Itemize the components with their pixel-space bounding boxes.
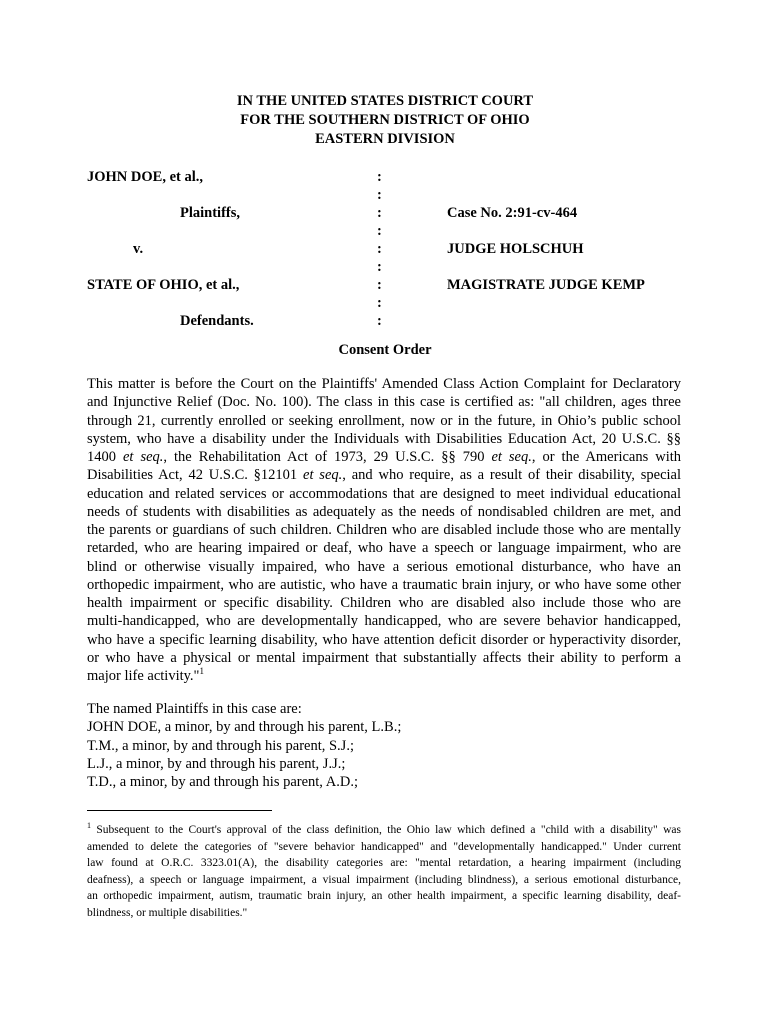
body-line: who have a specific learning disability, who have attention deficit disorder or hyperactivity disorder,: [87, 631, 681, 648]
body-line: [87, 667, 681, 685]
plaintiffs-label: Plaintiffs,: [180, 205, 241, 221]
body-line: and Injunctive Relief (Doc. No. 100). The class in this case is certified as: "all children, ages three: [87, 394, 681, 411]
body-line: orthopedic impairment, who are autistic, who have a traumatic brain injury, or who have some other: [87, 576, 681, 593]
caption-colon: :: [377, 259, 382, 275]
body-line: health impairment or specific disability. Children who are disabled also include those who are: [87, 595, 681, 611]
body-line: This matter is before the Court on the Plaintiffs' Amended Class Action Complaint for Declaratory: [87, 376, 681, 392]
footnote-line: an orthopedic impairment, autism, traumatic brain injury, an other health impairment, a specific learning disability, deaf-: [87, 890, 681, 902]
caption-colon: :: [377, 205, 382, 221]
body-line: education and related services or accommodations that are designed to meet individual educational: [87, 485, 681, 502]
body-line: or who have a physical or mental impairment that substantially affects their ability to perform a: [87, 649, 681, 666]
body-text: , the Rehabilitation Act of 1973, 29 U.S.C. §§ 790: [163, 449, 485, 465]
footnote: [87, 822, 681, 921]
footnote-line: deafness), a speech or language impairment, a visual impairment (including blindness), a serious emotional disturbance,: [87, 873, 681, 886]
named-plaintiffs-intro: The named Plaintiffs in this case are:: [87, 701, 302, 717]
plaintiff-party: JOHN DOE, et al.,: [87, 169, 203, 185]
magistrate-judge-name: MAGISTRATE JUDGE KEMP: [447, 277, 645, 293]
body-line: multi-handicapped, who are developmentally handicapped, who are severe behavior handicapped,: [87, 613, 681, 630]
footnote-line: amended to delete the categories of "severe behavior handicapped" and "developmentally handicapped." Under current: [87, 840, 681, 853]
body-line: system, who have a disability under the Individuals with Disabilities Education Act, 20 U.S.C. §§: [87, 430, 681, 447]
judge-name: JUDGE HOLSCHUH: [447, 241, 584, 257]
body-text: Disabilities Act, 42 U.S.C. §12101: [87, 467, 298, 484]
body-line: the parents or guardians of such children. Children who are disabled include those who are mentally: [87, 522, 681, 538]
named-plaintiff-item: L.J., a minor, by and through his parent, J.J.;: [87, 755, 346, 772]
body-line: blind or otherwise visually impaired, who have a serious emotional disturbance, who have an: [87, 558, 681, 575]
named-plaintiffs: [87, 700, 681, 791]
et-seq-italic: et seq.: [123, 449, 164, 465]
versus-label: v.: [133, 241, 144, 257]
caption-colon: :: [377, 223, 382, 239]
body-line: through 21, currently enrolled or seeking enrollment, now or in the future, in Ohio’s public school: [87, 412, 681, 429]
body-text: , or the Americans with: [531, 449, 681, 465]
case-number: Case No. 2:91-cv-464: [447, 205, 578, 221]
named-plaintiff-item: T.D., a minor, by and through his parent, A.D.;: [87, 774, 358, 790]
defendants-label: Defendants.: [180, 313, 254, 329]
footnote-separator: [87, 810, 272, 811]
footnote-line: [87, 822, 681, 839]
named-plaintiff-item: JOHN DOE, a minor, by and through his parent, L.B.;: [87, 719, 402, 736]
body-line: retarded, who are hearing impaired or deaf, who have a speech or language impairment, who are: [87, 540, 681, 557]
footnote-text: Subsequent to the Court's approval of the class definition, the Ohio law which defined a "child with a disability" was: [91, 824, 681, 836]
body-line: [87, 466, 681, 484]
court-district: FOR THE SOUTHERN DISTRICT OF OHIO: [240, 112, 530, 128]
defendant-party: STATE OF OHIO, et al.,: [87, 277, 240, 293]
caption-colon: :: [377, 295, 382, 311]
footnote-line: law found at O.R.C. 3323.01(A), the disability categories are: "mental retardation, a hearing impairment (including: [87, 857, 681, 869]
named-plaintiff-item: T.M., a minor, by and through his parent, S.J.;: [87, 737, 354, 754]
court-name: IN THE UNITED STATES DISTRICT COURT: [236, 93, 534, 109]
body-paragraph: [87, 375, 681, 685]
body-text: major life activity.": [87, 668, 200, 684]
body-line: [87, 448, 681, 466]
caption-colon: :: [377, 169, 382, 185]
et-seq-italic: et seq.: [303, 467, 343, 484]
caption-colon: :: [377, 187, 382, 203]
body-text: , and who require, as a result of their disability, special: [342, 467, 681, 484]
body-text: 1400: [87, 449, 116, 465]
footnote-line: blindness, or multiple disabilities.": [87, 906, 248, 919]
case-caption: [0, 0, 770, 360]
body-line: needs of students with disabilities as adequately as the needs of nondisabled children are met, and: [87, 503, 681, 520]
court-division: EASTERN DIVISION: [315, 131, 455, 147]
caption-colon: :: [377, 277, 382, 293]
order-title: Consent Order: [338, 342, 432, 358]
footnote-reference[interactable]: 1: [199, 667, 204, 677]
et-seq-italic: et seq.: [491, 449, 532, 465]
caption-colon: :: [377, 313, 382, 329]
caption-colon: :: [377, 241, 382, 257]
footnote-marker: 1: [87, 822, 91, 831]
